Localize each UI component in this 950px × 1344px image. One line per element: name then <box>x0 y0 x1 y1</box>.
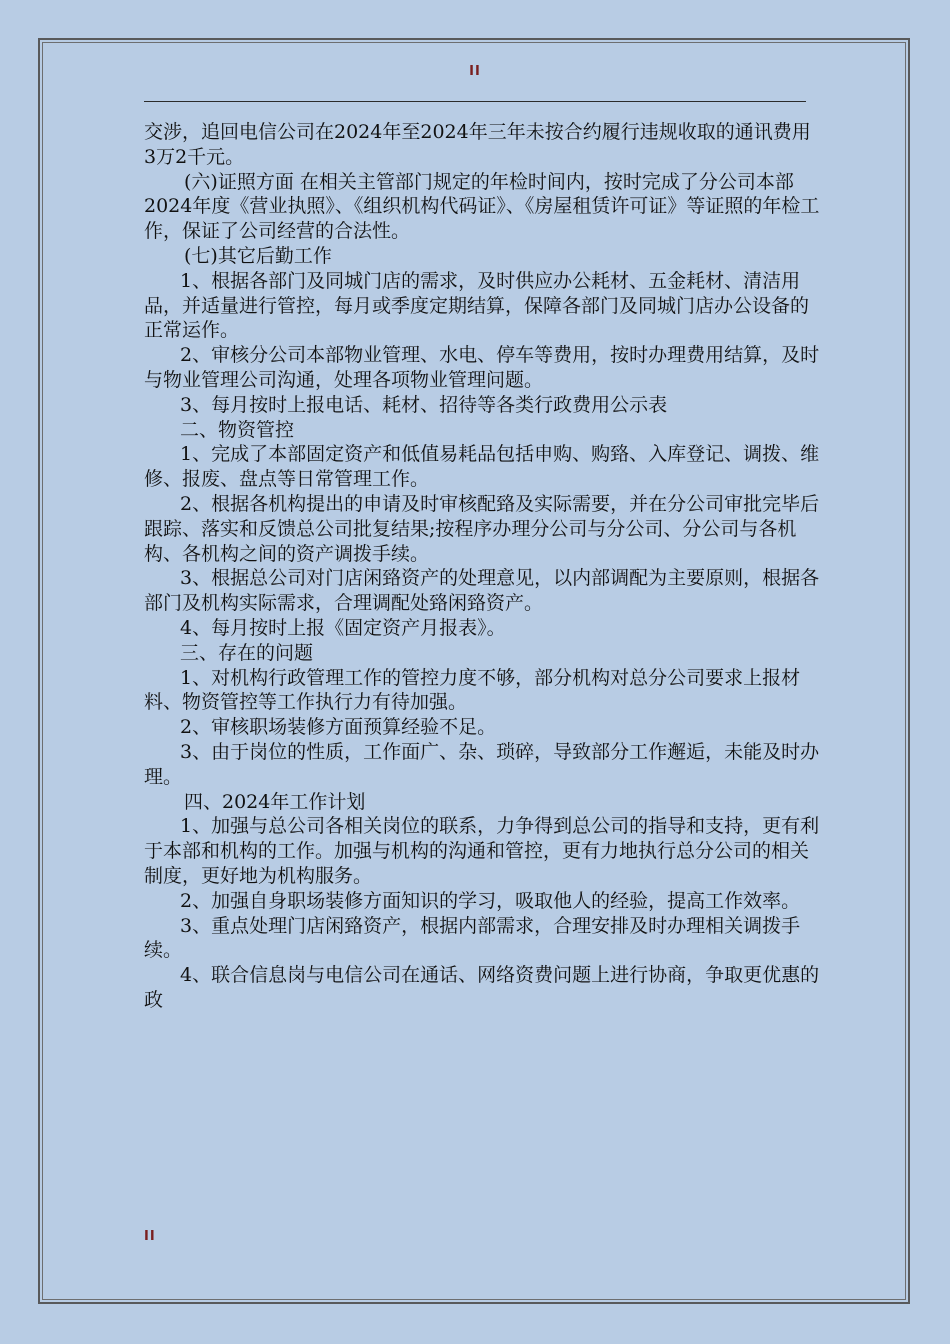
document-body <box>144 120 820 1013</box>
paragraph: 2、加强自身职场装修方面知识的学习，吸取他人的经验，提高工作效率。 <box>180 889 801 912</box>
header-page-mark: II <box>469 64 481 79</box>
section-heading: 三、存在的问题 <box>180 641 314 664</box>
paragraph: 3、由于岗位的性质，工作面广、杂、琐碎，导致部分工作邂逅，未能及时办理。 <box>144 740 820 788</box>
paragraph: 3、每月按时上报电话、耗材、招待等各类行政费用公示表 <box>180 393 668 416</box>
header-divider <box>144 101 806 102</box>
paragraph: 2、根据各机构提出的申请及时审核配臵及实际需要，并在分公司审批完毕后跟踪、落实和反馈总公司批复结果;按程序办理分公司与分公司、分公司与各机构、各机构之间的资产调拨手续。 <box>144 492 820 565</box>
paragraph: 3、重点处理门店闲臵资产，根据内部需求，合理安排及时办理相关调拨手续。 <box>144 914 801 962</box>
paragraph: 4、每月按时上报《固定资产月报表》。 <box>180 616 506 639</box>
paragraph: (六)证照方面 在相关主管部门规定的年检时间内，按时完成了分公司本部2024年度《营业执照》、《组织机构代码证》、《房屋租赁许可证》等证照的年检工作，保证了公司经营的合法性。 <box>144 170 820 243</box>
footer-page-mark: II <box>144 1229 156 1244</box>
paragraph: 1、完成了本部固定资产和低值易耗品包括申购、购臵、入库登记、调拨、维修、报废、盘点等日常管理工作。 <box>144 443 820 491</box>
section-heading: 二、物资管控 <box>180 418 295 441</box>
section-heading: (七)其它后勤工作 <box>184 244 332 267</box>
paragraph: 1、对机构行政管理工作的管控力度不够，部分机构对总分公司要求上报材料、物资管控等工作执行力有待加强。 <box>144 666 801 714</box>
paragraph: 2、审核职场装修方面预算经验不足。 <box>180 716 497 739</box>
section-heading: 四、2024年工作计划 <box>184 790 366 813</box>
paragraph: 1、根据各部门及同城门店的需求，及时供应办公耗材、五金耗材、清洁用品，并适量进行管控，每月或季度定期结算，保障各部门及同城门店办公设备的正常运作。 <box>144 269 810 342</box>
paragraph: 交涉，追回电信公司在2024年至2024年三年未按合约履行违规收取的通讯费用3万2千元。 <box>144 121 811 168</box>
paragraph: 1、加强与总公司各相关岗位的联系，力争得到总公司的指导和支持，更有利于本部和机构的工作。加强与机构的沟通和管控，更有力地执行总分公司的相关制度，更好地为机构服务。 <box>144 815 820 887</box>
paragraph: 4、联合信息岗与电信公司在通话、网络资费问题上进行协商，争取更优惠的政 <box>144 964 820 1011</box>
paragraph: 2、审核分公司本部物业管理、水电、停车等费用，按时办理费用结算，及时与物业管理公司沟通，处理各项物业管理问题。 <box>144 344 820 391</box>
paragraph: 3、根据总公司对门店闲臵资产的处理意见，以内部调配为主要原则，根据各部门及机构实际需求，合理调配处臵闲臵资产。 <box>144 567 820 615</box>
